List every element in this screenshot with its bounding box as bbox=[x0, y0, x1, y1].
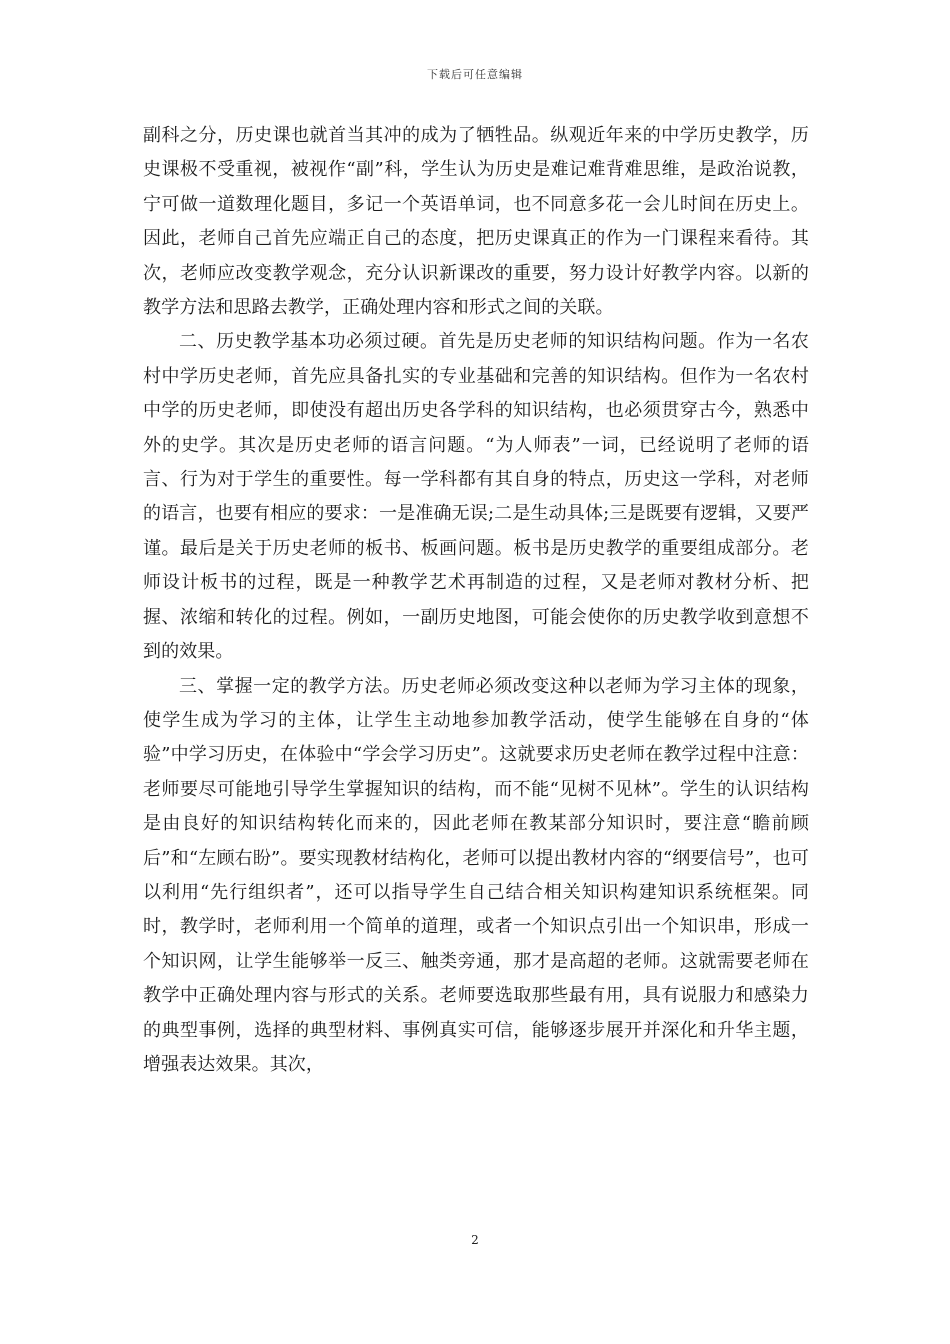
page-header: 下载后可任意编辑 bbox=[427, 68, 523, 81]
document-body bbox=[143, 119, 809, 1082]
paragraph-section-two: 二、历史教学基本功必须过硬。首先是历史老师的知识结构问题。作为一名农村中学历史老师，首先应具备扎实的专业基础和完善的知识结构。但作为一名农村中学的历史老师，即使没有超出历史各学科的知识结构，也必须贯穿古今，熟悉中外的史学。其次是历史老师的语言问题。“为人师表”一词，已经说明了老师的语言、行为对于学生的重要性。每一学科都有其自身的特点，历史这一学科，对老师的语言，也要有相应的要求：一是准确无误;二是生动具体;三是既要有逻辑，又要严谨。最后是关于历史老师的板书、板画问题。板书是历史教学的重要组成部分。老师设计板书的过程，既是一种教学艺术再制造的过程，又是老师对教材分析、把握、浓缩和转化的过程。例如，一副历史地图，可能会使你的历史教学收到意想不到的效果。 bbox=[143, 331, 809, 663]
page-number: 2 bbox=[471, 1233, 479, 1247]
paragraph-intro-continuation: 副科之分，历史课也就首当其冲的成为了牺牲品。纵观近年来的中学历史教学，历史课极不受重视，被视作“副”科，学生认为历史是难记难背难思维，是政治说教，宁可做一道数理化题目，多记一个英语单词，也不同意多花一会儿时间在历史上。因此，老师自己首先应端正自己的态度，把历史课真正的作为一门课程来看待。其次，老师应改变教学观念，充分认识新课改的重要，努力设计好教学内容。以新的教学方法和思路去教学，正确处理内容和形式之间的关联。 bbox=[143, 125, 809, 319]
paragraph-section-three: 三、掌握一定的教学方法。历史老师必须改变这种以老师为学习主体的现象，使学生成为学习的主体，让学生主动地参加教学活动，使学生能够在自身的“体验”中学习历史，在体验中“学会学习历史”。这就要求历史老师在教学过程中注意：老师要尽可能地引导学生掌握知识的结构，而不能“见树不见林”。学生的认识结构是由良好的知识结构转化而来的，因此老师在教某部分知识时，要注意“瞻前顾后”和“左顾右盼”。要实现教材结构化，老师可以提出教材内容的“纲要信号”，也可以利用“先行组织者”，还可以指导学生自己结合相关知识构建知识系统框架。同时，教学时，老师利用一个简单的道理，或者一个知识点引出一个知识串，形成一个知识网，让学生能够举一反三、触类旁通，那才是高超的老师。这就需要老师在教学中正确处理内容与形式的关系。老师要选取那些最有用，具有说服力和感染力的典型事例，选择的典型材料、事例真实可信，能够逐步展开并深化和升华主题，增强表达效果。其次， bbox=[143, 675, 809, 1075]
